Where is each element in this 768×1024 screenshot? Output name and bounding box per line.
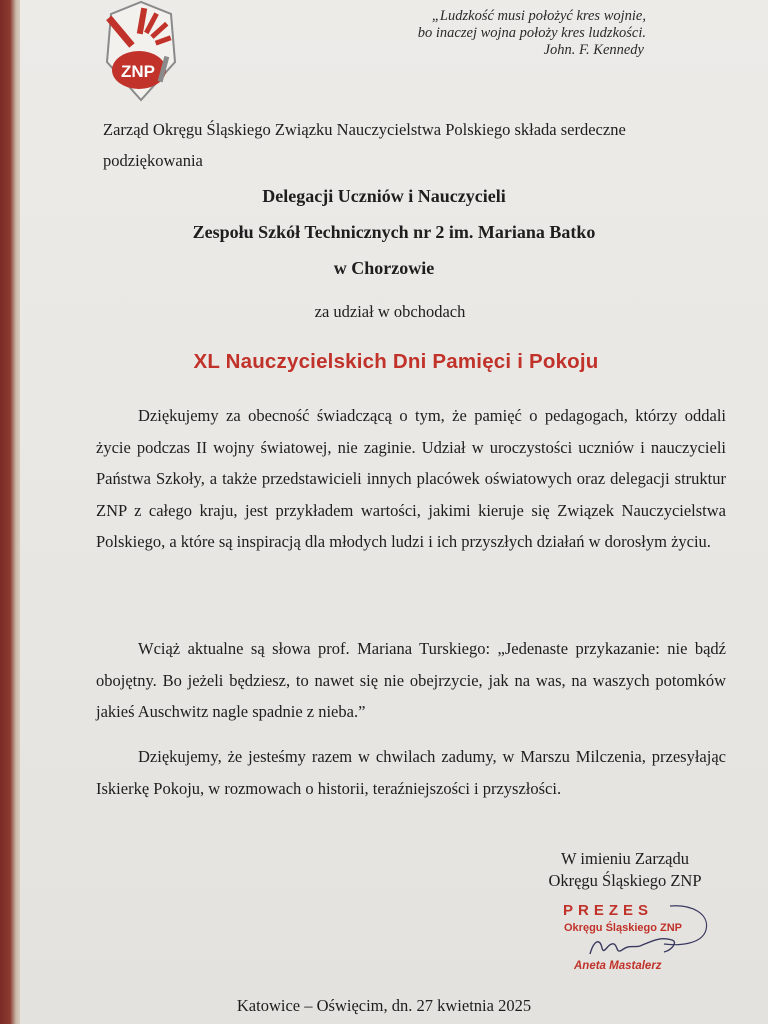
stamp-organization: Okręgu Śląskiego ZNP bbox=[564, 922, 682, 934]
quote-author: John. F. Kennedy bbox=[543, 42, 644, 58]
logo-text: ZNP bbox=[121, 62, 155, 81]
participation-text: za udział w obchodach bbox=[314, 302, 466, 321]
stamp-title: PREZES bbox=[563, 902, 654, 919]
recipient-line-1: Delegacji Uczniów i Nauczycieli bbox=[262, 186, 506, 206]
signature-line-2: Okręgu Śląskiego ZNP bbox=[548, 871, 702, 890]
intro-line-2: podziękowania bbox=[103, 151, 203, 170]
intro-text bbox=[103, 114, 703, 176]
recipient-line-2: Zespołu Szkół Technicznych nr 2 im. Mariana Batko bbox=[192, 222, 596, 242]
quote-line-1: „Ludzkość musi położyć kres wojnie, bbox=[431, 8, 646, 24]
intro-line-1: Zarząd Okręgu Śląskiego Związku Nauczycielstwa Polskiego składa serdeczne bbox=[103, 120, 626, 139]
event-title: XL Nauczycielskich Dni Pamięci i Pokoju bbox=[193, 350, 599, 373]
paragraph-2: Wciąż aktualne są słowa prof. Mariana Turskiego: „Jedenaste przykazanie: nie bądź obojętny. Bo jeżeli będziesz, to nawet się nie obejrzycie, jak na was, na waszych potomków jakieś Auschwitz nagle spadnie z nieba.” bbox=[96, 639, 726, 721]
paragraph-3: Dziękujemy, że jesteśmy razem w chwilach zadumy, w Marszu Milczenia, przesyłając Iskierkę Pokoju, w rozmowach o historii, teraźniejszości i przyszłości. bbox=[96, 747, 726, 798]
signature-line-1: W imieniu Zarządu bbox=[561, 849, 689, 868]
stamp-name: Aneta Mastalerz bbox=[574, 960, 662, 972]
znp-logo-icon bbox=[103, 0, 179, 104]
quote-line-2: bo inaczej wojna położy kres ludzkości. bbox=[417, 25, 646, 41]
kennedy-quote bbox=[346, 8, 646, 59]
place-and-date: Katowice – Oświęcim, dn. 27 kwietnia 2025 bbox=[236, 996, 532, 1015]
paragraph-1: Dziękujemy za obecność świadczącą o tym, że pamięć o pedagogach, którzy oddali życie podczas II wojny światowej, nie zaginie. Udział w uroczystości uczniów i nauczycieli Państwa Szkoły, a także przedstawicieli innych placówek oświatowych oraz delegacji struktur ZNP z całego kraju, jest przykładem wartości, jakimi kieruje się Związek Nauczycielstwa Polskiego, a które są inspiracją dla młodych ludzi i ich przyszłych działań w dorosłym życiu. bbox=[96, 406, 726, 551]
recipient-line-3: w Chorzowie bbox=[333, 258, 435, 278]
president-stamp bbox=[560, 900, 720, 980]
